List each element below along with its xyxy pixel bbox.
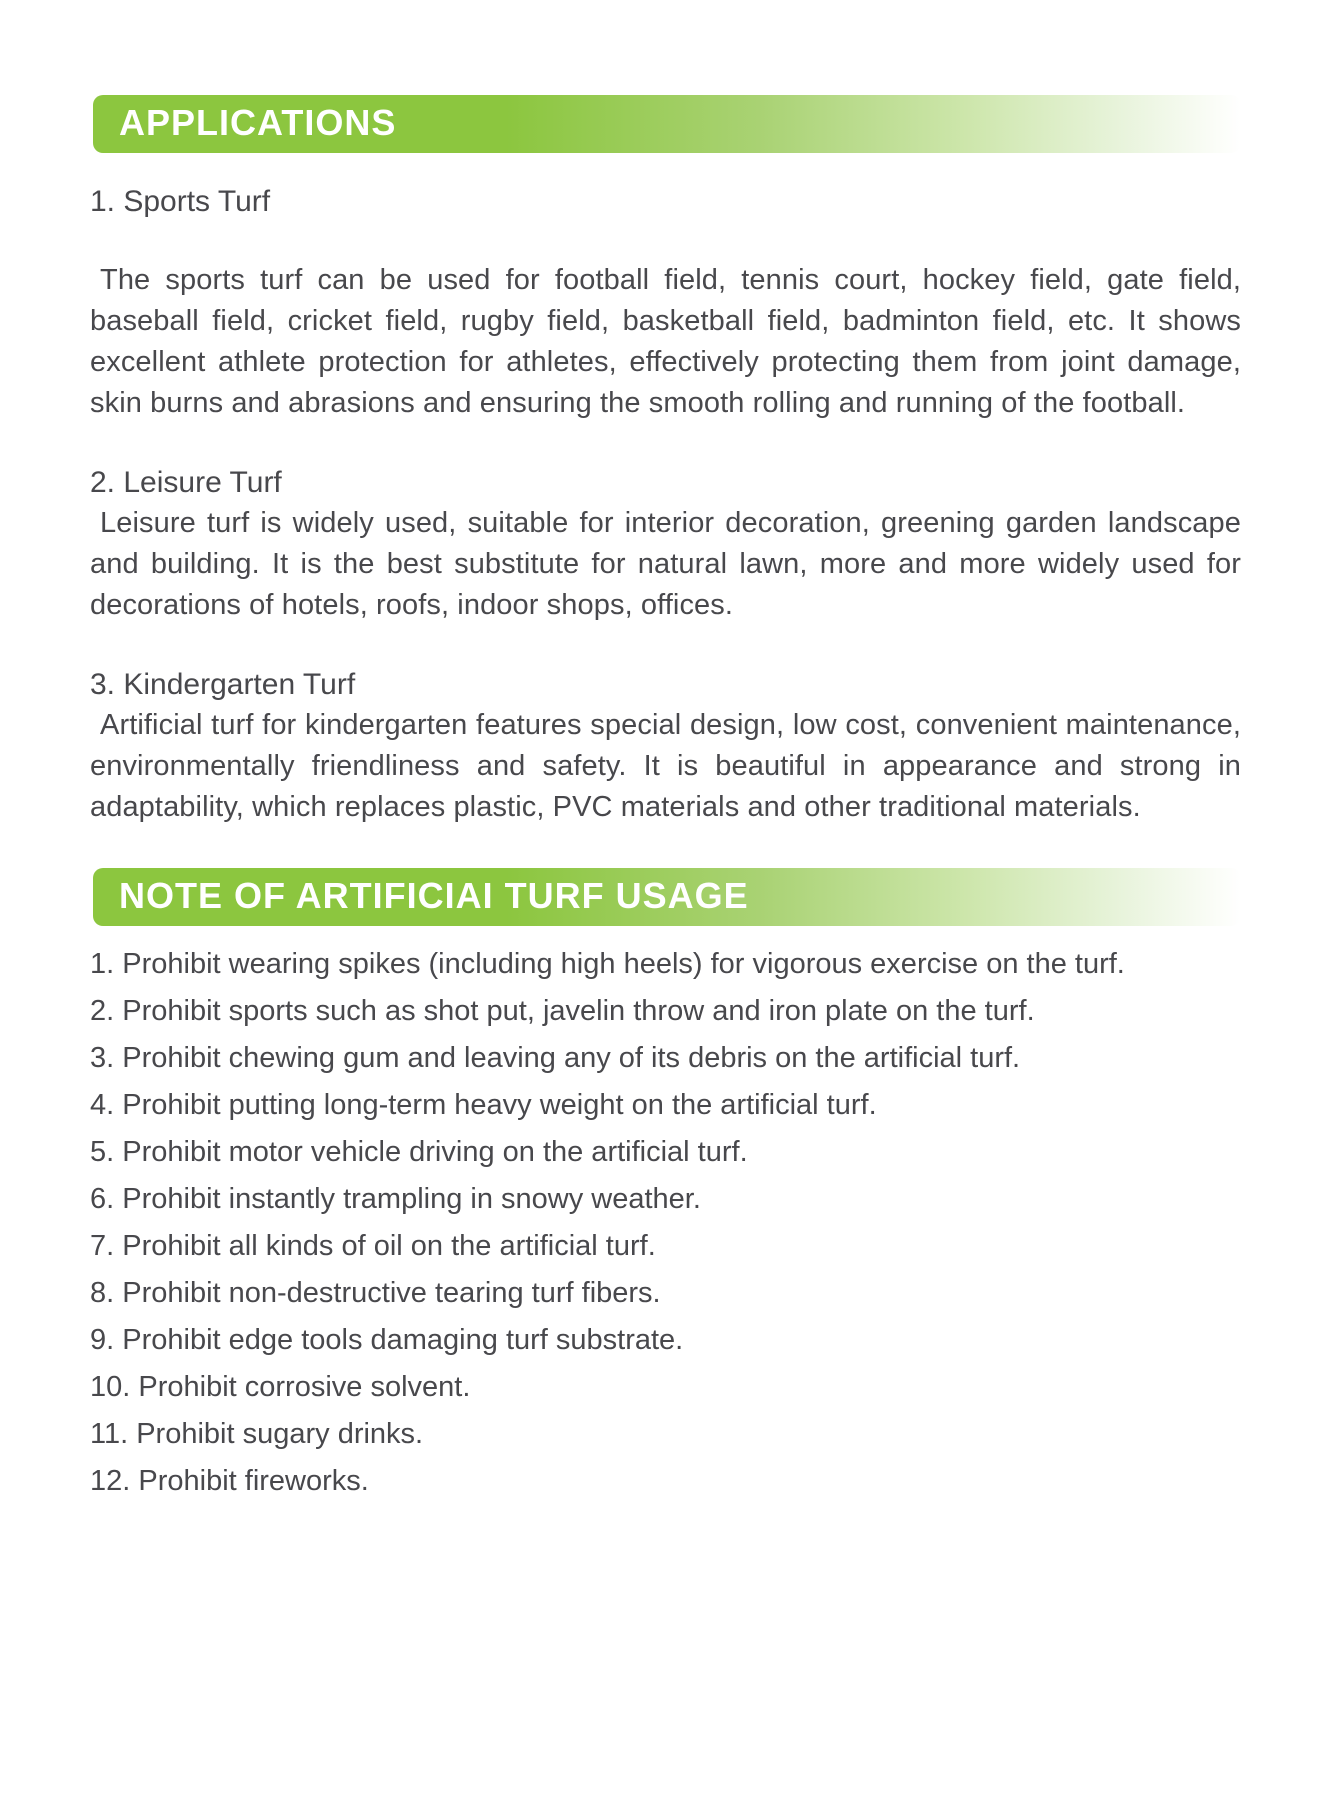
- note-item-12: 12. Prohibit fireworks.: [90, 1465, 369, 1497]
- page-content: [90, 95, 1241, 1503]
- note-item-8: 8. Prohibit non-destructive tearing turf fibers.: [90, 1277, 661, 1309]
- paragraph-kindergarten-turf: Artificial turf for kindergarten features special design, low cost, convenient maintenance, environmentally friendliness and safety. It is beautiful in appearance and strong in adaptability, which replaces plastic, PVC materials and other traditional materials.: [90, 709, 1241, 823]
- note-item-3: 3. Prohibit chewing gum and leaving any of its debris on the artificial turf.: [90, 1042, 1021, 1074]
- note-item-9: 9. Prohibit edge tools damaging turf substrate.: [90, 1324, 684, 1356]
- note-item-5: 5. Prohibit motor vehicle driving on the artificial turf.: [90, 1136, 748, 1168]
- subsection-title-kindergarten-turf: 3. Kindergarten Turf: [90, 668, 356, 701]
- paragraph-leisure-turf: Leisure turf is widely used, suitable for interior decoration, greening garden landscape and building. It is the best substitute for natural lawn, more and more widely used for decorations of hotels, roofs, indoor shops, offices.: [90, 507, 1241, 621]
- section-header-notes-title: NOTE OF ARTIFICIAI TURF USAGE: [119, 874, 749, 916]
- note-item-2: 2. Prohibit sports such as shot put, javelin throw and iron plate on the turf.: [90, 995, 1035, 1027]
- note-item-10: 10. Prohibit corrosive solvent.: [90, 1371, 471, 1403]
- section-header-applications: [93, 95, 1241, 153]
- note-item-11: 11. Prohibit sugary drinks.: [90, 1418, 424, 1450]
- note-item-6: 6. Prohibit instantly trampling in snowy weather.: [90, 1183, 701, 1215]
- notes-list: [90, 942, 1241, 1503]
- section-header-applications-title: APPLICATIONS: [119, 101, 397, 143]
- note-item-7: 7. Prohibit all kinds of oil on the artificial turf.: [90, 1230, 656, 1262]
- note-item-1: 1. Prohibit wearing spikes (including high heels) for vigorous exercise on the turf.: [90, 948, 1125, 980]
- section-header-notes: [93, 868, 1241, 926]
- subsection-title-leisure-turf: 2. Leisure Turf: [90, 466, 282, 499]
- paragraph-sports-turf: The sports turf can be used for football field, tennis court, hockey field, gate field, baseball field, cricket field, rugby field, basketball field, badminton field, etc. It shows excellent athlete protection for athletes, effectively protecting them from joint damage, skin burns and abrasions and ensuring the smooth rolling and running of the football.: [90, 264, 1241, 419]
- note-item-4: 4. Prohibit putting long-term heavy weight on the artificial turf.: [90, 1089, 877, 1121]
- subsection-title-sports-turf: 1. Sports Turf: [90, 185, 271, 218]
